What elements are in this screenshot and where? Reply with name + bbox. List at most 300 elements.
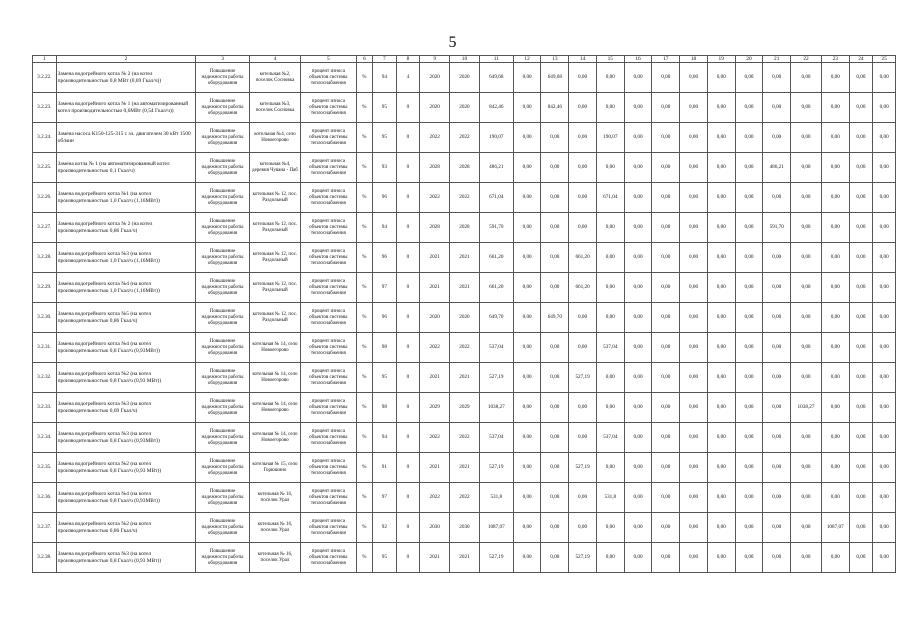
cost-2031-cell: 0,00 bbox=[849, 123, 873, 153]
cost-2021-cell: 527,19 bbox=[569, 453, 597, 483]
cost-2025-cell: 0,00 bbox=[680, 123, 708, 153]
cost-2021-cell: 0,00 bbox=[569, 513, 597, 543]
column-number-cell: 4 bbox=[249, 56, 300, 63]
cost-2027-cell: 0,00 bbox=[735, 543, 763, 573]
column-number-cell: 12 bbox=[513, 56, 541, 63]
indicator-cell: процент износа объектов системы теплоснабжения bbox=[301, 363, 356, 393]
cost-2032-cell: 0,00 bbox=[873, 333, 896, 363]
indicator-cell: процент износа объектов системы теплоснабжения bbox=[301, 93, 356, 123]
column-number-cell: 16 bbox=[624, 56, 652, 63]
cost-2031-cell: 0,00 bbox=[849, 393, 873, 423]
cost-2024-cell: 0,00 bbox=[652, 183, 680, 213]
cost-2028-cell: 0,00 bbox=[763, 393, 791, 423]
unit-cell: % bbox=[356, 213, 372, 243]
table-row bbox=[33, 393, 896, 423]
cost-2019-cell: 0,00 bbox=[513, 153, 541, 183]
cost-2032-cell: 0,00 bbox=[873, 273, 896, 303]
cost-2022-cell: 671,04 bbox=[596, 183, 624, 213]
wear-value-cell: 93 bbox=[373, 153, 397, 183]
cost-2019-cell: 0,00 bbox=[513, 273, 541, 303]
cost-2020-cell: 0,00 bbox=[541, 153, 569, 183]
cost-2029-cell: 0,00 bbox=[791, 423, 822, 453]
object-location-cell: котельная № 12, пос. Раздольный bbox=[249, 243, 300, 273]
cost-2019-cell: 0,00 bbox=[513, 243, 541, 273]
cost-2032-cell: 0,00 bbox=[873, 153, 896, 183]
column-number-cell: 20 bbox=[735, 56, 763, 63]
cost-2031-cell: 0,00 bbox=[849, 303, 873, 333]
cost-2032-cell: 0,00 bbox=[873, 243, 896, 273]
cost-2020-cell: 0,00 bbox=[541, 123, 569, 153]
table-row bbox=[33, 243, 896, 273]
cost-2032-cell: 0,00 bbox=[873, 513, 896, 543]
cost-2031-cell: 0,00 bbox=[849, 333, 873, 363]
cost-2027-cell: 0,00 bbox=[735, 123, 763, 153]
measure-name-cell: Замена водогрейного котла № 1 (на автоматизированный котел производительностью 0,6МВт (0,54 Гкал/ч)) bbox=[56, 93, 196, 123]
cost-2024-cell: 0,00 bbox=[652, 543, 680, 573]
cost-2021-cell: 0,00 bbox=[569, 183, 597, 213]
measure-name-cell: Замена водогрейного котла №4 (на котел производительностью 0,8 Гкал/ч (0,93МВт)) bbox=[56, 333, 196, 363]
indicator-cell: процент износа объектов системы теплоснабжения bbox=[301, 483, 356, 513]
cost-2031-cell: 0,00 bbox=[849, 453, 873, 483]
cost-2021-cell: 527,19 bbox=[569, 543, 597, 573]
cost-2032-cell: 0,00 bbox=[873, 363, 896, 393]
cost-2025-cell: 0,00 bbox=[680, 423, 708, 453]
cost-2023-cell: 0,00 bbox=[624, 183, 652, 213]
goal-cell: Повышение надежности работы оборудования bbox=[196, 273, 249, 303]
cost-2028-cell: 0,00 bbox=[763, 543, 791, 573]
column-number-cell: 25 bbox=[873, 56, 896, 63]
end-year-cell: 2020 bbox=[450, 93, 480, 123]
cost-2029-cell: 0,00 bbox=[791, 333, 822, 363]
cost-2028-cell: 0,00 bbox=[763, 93, 791, 123]
end-year-cell: 2022 bbox=[450, 333, 480, 363]
total-cost-cell: 1038,27 bbox=[479, 393, 513, 423]
end-year-cell: 2020 bbox=[450, 303, 480, 333]
cost-2023-cell: 0,00 bbox=[624, 393, 652, 423]
cost-2024-cell: 0,00 bbox=[652, 423, 680, 453]
object-location-cell: котельная №3, поселок Сосновка bbox=[249, 93, 300, 123]
table-row bbox=[33, 183, 896, 213]
item-number-cell: 3.2.31. bbox=[33, 333, 57, 363]
cost-2027-cell: 0,00 bbox=[735, 303, 763, 333]
column-number-cell: 11 bbox=[479, 56, 513, 63]
total-cost-cell: 649,70 bbox=[479, 303, 513, 333]
cost-2021-cell: 0,00 bbox=[569, 423, 597, 453]
goal-cell: Повышение надежности работы оборудования bbox=[196, 243, 249, 273]
cost-2028-cell: 0,00 bbox=[763, 123, 791, 153]
table-row bbox=[33, 363, 896, 393]
cost-2029-cell: 0,00 bbox=[791, 273, 822, 303]
unit-cell: % bbox=[356, 183, 372, 213]
cost-2032-cell: 0,00 bbox=[873, 213, 896, 243]
target-value-cell: 0 bbox=[396, 453, 420, 483]
cost-2030-cell: 0,00 bbox=[821, 63, 849, 93]
goal-cell: Повышение надежности работы оборудования bbox=[196, 93, 249, 123]
total-cost-cell: 649,68 bbox=[479, 63, 513, 93]
cost-2025-cell: 0,00 bbox=[680, 483, 708, 513]
cost-2025-cell: 0,00 bbox=[680, 303, 708, 333]
unit-cell: % bbox=[356, 543, 372, 573]
measure-name-cell: Замена водогрейного котла №4 (на котел производительностью 0,8 Гкал/ч (0,93МВт)) bbox=[56, 483, 196, 513]
wear-value-cell: 94 bbox=[373, 213, 397, 243]
cost-2019-cell: 0,00 bbox=[513, 123, 541, 153]
cost-2022-cell: 0,00 bbox=[596, 153, 624, 183]
item-number-cell: 3.2.30. bbox=[33, 303, 57, 333]
end-year-cell: 2021 bbox=[450, 243, 480, 273]
wear-value-cell: 94 bbox=[373, 423, 397, 453]
cost-2020-cell: 0,00 bbox=[541, 243, 569, 273]
cost-2028-cell: 486,21 bbox=[763, 153, 791, 183]
cost-2021-cell: 0,00 bbox=[569, 153, 597, 183]
end-year-cell: 2022 bbox=[450, 423, 480, 453]
object-location-cell: котельная № 15, село Горюшино bbox=[249, 453, 300, 483]
wear-value-cell: 98 bbox=[373, 393, 397, 423]
goal-cell: Повышение надежности работы оборудования bbox=[196, 183, 249, 213]
goal-cell: Повышение надежности работы оборудования bbox=[196, 363, 249, 393]
cost-2022-cell: 0,00 bbox=[596, 393, 624, 423]
cost-2024-cell: 0,00 bbox=[652, 123, 680, 153]
cost-2020-cell: 0,00 bbox=[541, 423, 569, 453]
object-location-cell: котельная № 12, пос. Раздольный bbox=[249, 213, 300, 243]
total-cost-cell: 661,20 bbox=[479, 273, 513, 303]
cost-2024-cell: 0,00 bbox=[652, 303, 680, 333]
table-row bbox=[33, 483, 896, 513]
cost-2030-cell: 0,00 bbox=[821, 93, 849, 123]
cost-2028-cell: 0,00 bbox=[763, 243, 791, 273]
goal-cell: Повышение надежности работы оборудования bbox=[196, 333, 249, 363]
cost-2029-cell: 1038,27 bbox=[791, 393, 822, 423]
cost-2027-cell: 0,00 bbox=[735, 423, 763, 453]
total-cost-cell: 486,21 bbox=[479, 153, 513, 183]
cost-2029-cell: 0,00 bbox=[791, 93, 822, 123]
goal-cell: Повышение надежности работы оборудования bbox=[196, 153, 249, 183]
object-location-cell: котельная № 14, село Новоегорово bbox=[249, 393, 300, 423]
cost-2020-cell: 0,00 bbox=[541, 273, 569, 303]
target-value-cell: 0 bbox=[396, 303, 420, 333]
total-cost-cell: 537,04 bbox=[479, 333, 513, 363]
cost-2023-cell: 0,00 bbox=[624, 213, 652, 243]
cost-2021-cell: 0,00 bbox=[569, 333, 597, 363]
column-number-cell: 9 bbox=[420, 56, 450, 63]
item-number-cell: 3.2.37. bbox=[33, 513, 57, 543]
wear-value-cell: 97 bbox=[373, 483, 397, 513]
cost-2026-cell: 0,00 bbox=[707, 93, 735, 123]
cost-2025-cell: 0,00 bbox=[680, 513, 708, 543]
item-number-cell: 3.2.23. bbox=[33, 93, 57, 123]
start-year-cell: 2021 bbox=[420, 363, 450, 393]
investment-program-table bbox=[32, 55, 896, 573]
column-number-cell: 19 bbox=[707, 56, 735, 63]
cost-2031-cell: 0,00 bbox=[849, 483, 873, 513]
cost-2029-cell: 0,00 bbox=[791, 243, 822, 273]
cost-2021-cell: 0,00 bbox=[569, 483, 597, 513]
cost-2024-cell: 0,00 bbox=[652, 363, 680, 393]
cost-2026-cell: 0,00 bbox=[707, 183, 735, 213]
cost-2019-cell: 0,00 bbox=[513, 393, 541, 423]
indicator-cell: процент износа объектов системы теплоснабжения bbox=[301, 213, 356, 243]
column-number-cell: 10 bbox=[450, 56, 480, 63]
item-number-cell: 3.2.33. bbox=[33, 393, 57, 423]
cost-2020-cell: 0,00 bbox=[541, 483, 569, 513]
total-cost-cell: 531,8 bbox=[479, 483, 513, 513]
cost-2019-cell: 0,00 bbox=[513, 513, 541, 543]
wear-value-cell: 96 bbox=[373, 243, 397, 273]
table-row bbox=[33, 423, 896, 453]
indicator-cell: процент износа объектов системы теплоснабжения bbox=[301, 303, 356, 333]
object-location-cell: котельная № 12, пос. Раздольный bbox=[249, 183, 300, 213]
indicator-cell: процент износа объектов системы теплоснабжения bbox=[301, 153, 356, 183]
object-location-cell: котельная №4, село Новоегорово bbox=[249, 123, 300, 153]
cost-2022-cell: 537,04 bbox=[596, 423, 624, 453]
unit-cell: % bbox=[356, 243, 372, 273]
column-number-cell: 7 bbox=[373, 56, 397, 63]
total-cost-cell: 527,19 bbox=[479, 363, 513, 393]
cost-2020-cell: 0,00 bbox=[541, 393, 569, 423]
cost-2031-cell: 0,00 bbox=[849, 363, 873, 393]
goal-cell: Повышение надежности работы оборудования bbox=[196, 543, 249, 573]
cost-2024-cell: 0,00 bbox=[652, 153, 680, 183]
cost-2020-cell: 0,00 bbox=[541, 363, 569, 393]
measure-name-cell: Замена водогрейного котла №3 (на котел производительностью 0,8 Гкал/ч (0,93 МВт)) bbox=[56, 543, 196, 573]
cost-2025-cell: 0,00 bbox=[680, 273, 708, 303]
cost-2028-cell: 0,00 bbox=[763, 333, 791, 363]
total-cost-cell: 661,20 bbox=[479, 243, 513, 273]
cost-2031-cell: 0,00 bbox=[849, 93, 873, 123]
cost-2030-cell: 0,00 bbox=[821, 333, 849, 363]
table-row bbox=[33, 333, 896, 363]
cost-2031-cell: 0,00 bbox=[849, 513, 873, 543]
target-value-cell: 0 bbox=[396, 123, 420, 153]
cost-2021-cell: 661,20 bbox=[569, 273, 597, 303]
target-value-cell: 0 bbox=[396, 513, 420, 543]
cost-2027-cell: 0,00 bbox=[735, 243, 763, 273]
cost-2022-cell: 0,00 bbox=[596, 93, 624, 123]
indicator-cell: процент износа объектов системы теплоснабжения bbox=[301, 453, 356, 483]
cost-2032-cell: 0,00 bbox=[873, 63, 896, 93]
start-year-cell: 2021 bbox=[420, 273, 450, 303]
cost-2020-cell: 0,00 bbox=[541, 543, 569, 573]
wear-value-cell: 96 bbox=[373, 303, 397, 333]
wear-value-cell: 94 bbox=[373, 63, 397, 93]
indicator-cell: процент износа объектов системы теплоснабжения bbox=[301, 393, 356, 423]
cost-2022-cell: 190,07 bbox=[596, 123, 624, 153]
start-year-cell: 2028 bbox=[420, 213, 450, 243]
cost-2020-cell: 649,70 bbox=[541, 303, 569, 333]
item-number-cell: 3.2.38. bbox=[33, 543, 57, 573]
unit-cell: % bbox=[356, 93, 372, 123]
column-number-cell: 5 bbox=[301, 56, 356, 63]
item-number-cell: 3.2.27. bbox=[33, 213, 57, 243]
cost-2026-cell: 0,00 bbox=[707, 123, 735, 153]
cost-2021-cell: 661,20 bbox=[569, 243, 597, 273]
cost-2029-cell: 0,00 bbox=[791, 63, 822, 93]
measure-name-cell: Замена насоса К150-125-315 с эл. двигателем 30 кВт 1500 об/мин bbox=[56, 123, 196, 153]
cost-2032-cell: 0,00 bbox=[873, 483, 896, 513]
wear-value-cell: 95 bbox=[373, 93, 397, 123]
cost-2025-cell: 0,00 bbox=[680, 543, 708, 573]
cost-2030-cell: 0,00 bbox=[821, 273, 849, 303]
cost-2023-cell: 0,00 bbox=[624, 153, 652, 183]
cost-2019-cell: 0,00 bbox=[513, 183, 541, 213]
object-location-cell: котельная № 16, поселок Урал bbox=[249, 483, 300, 513]
cost-2029-cell: 0,00 bbox=[791, 453, 822, 483]
measure-name-cell: Замена водогрейного котла №3 (на котел производительностью 0,69 Гкал/ч) bbox=[56, 393, 196, 423]
total-cost-cell: 1087,07 bbox=[479, 513, 513, 543]
target-value-cell: 0 bbox=[396, 243, 420, 273]
cost-2022-cell: 0,00 bbox=[596, 213, 624, 243]
cost-2026-cell: 0,00 bbox=[707, 213, 735, 243]
indicator-cell: процент износа объектов системы теплоснабжения bbox=[301, 423, 356, 453]
cost-2020-cell: 649,68 bbox=[541, 63, 569, 93]
item-number-cell: 3.2.22. bbox=[33, 63, 57, 93]
cost-2022-cell: 0,00 bbox=[596, 303, 624, 333]
object-location-cell: котельная № 16, поселок Урал bbox=[249, 543, 300, 573]
item-number-cell: 3.2.35. bbox=[33, 453, 57, 483]
cost-2022-cell: 0,00 bbox=[596, 543, 624, 573]
item-number-cell: 3.2.26. bbox=[33, 183, 57, 213]
wear-value-cell: 98 bbox=[373, 333, 397, 363]
goal-cell: Повышение надежности работы оборудования bbox=[196, 63, 249, 93]
wear-value-cell: 95 bbox=[373, 363, 397, 393]
cost-2030-cell: 0,00 bbox=[821, 543, 849, 573]
cost-2021-cell: 0,00 bbox=[569, 123, 597, 153]
cost-2027-cell: 0,00 bbox=[735, 213, 763, 243]
measure-name-cell: Замена водогрейного котла №3 (на котел производительностью 1,0 Гкал/ч (1,16МВт)) bbox=[56, 243, 196, 273]
cost-2031-cell: 0,00 bbox=[849, 153, 873, 183]
target-value-cell: 0 bbox=[396, 183, 420, 213]
total-cost-cell: 527,19 bbox=[479, 543, 513, 573]
cost-2027-cell: 0,00 bbox=[735, 183, 763, 213]
cost-2022-cell: 0,00 bbox=[596, 243, 624, 273]
column-number-cell: 8 bbox=[396, 56, 420, 63]
measure-name-cell: Замена котла № 1 (на автоматизированный котел производительностью 0,1 Гкал/ч) bbox=[56, 153, 196, 183]
cost-2026-cell: 0,00 bbox=[707, 543, 735, 573]
cost-2029-cell: 0,00 bbox=[791, 123, 822, 153]
wear-value-cell: 95 bbox=[373, 123, 397, 153]
measure-name-cell: Замена водогрейного котла №5 (на котел производительностью 0,86 Гкал/ч) bbox=[56, 303, 196, 333]
cost-2022-cell: 0,00 bbox=[596, 363, 624, 393]
cost-2030-cell: 0,00 bbox=[821, 303, 849, 333]
unit-cell: % bbox=[356, 453, 372, 483]
start-year-cell: 2020 bbox=[420, 63, 450, 93]
cost-2025-cell: 0,00 bbox=[680, 153, 708, 183]
start-year-cell: 2030 bbox=[420, 513, 450, 543]
unit-cell: % bbox=[356, 393, 372, 423]
column-number-cell: 14 bbox=[569, 56, 597, 63]
cost-2026-cell: 0,00 bbox=[707, 393, 735, 423]
cost-2030-cell: 0,00 bbox=[821, 393, 849, 423]
table-row bbox=[33, 513, 896, 543]
page-number: 5 bbox=[448, 34, 457, 51]
cost-2025-cell: 0,00 bbox=[680, 363, 708, 393]
cost-2027-cell: 0,00 bbox=[735, 513, 763, 543]
measure-name-cell: Замена водогрейного котла № 2 (на котел производительностью 0,8 МВт (0,69 Гкал/ч)) bbox=[56, 63, 196, 93]
cost-2025-cell: 0,00 bbox=[680, 393, 708, 423]
cost-2028-cell: 0,00 bbox=[763, 183, 791, 213]
start-year-cell: 2021 bbox=[420, 543, 450, 573]
end-year-cell: 2022 bbox=[450, 183, 480, 213]
cost-2030-cell: 0,00 bbox=[821, 453, 849, 483]
column-number-cell: 2 bbox=[56, 56, 196, 63]
target-value-cell: 0 bbox=[396, 423, 420, 453]
item-number-cell: 3.2.24. bbox=[33, 123, 57, 153]
cost-2028-cell: 591,70 bbox=[763, 213, 791, 243]
target-value-cell: 0 bbox=[396, 483, 420, 513]
column-number-cell: 15 bbox=[596, 56, 624, 63]
target-value-cell: 0 bbox=[396, 273, 420, 303]
column-number-cell: 1 bbox=[33, 56, 57, 63]
cost-2026-cell: 0,00 bbox=[707, 153, 735, 183]
cost-2025-cell: 0,00 bbox=[680, 453, 708, 483]
goal-cell: Повышение надежности работы оборудования bbox=[196, 423, 249, 453]
cost-2028-cell: 0,00 bbox=[763, 453, 791, 483]
measure-name-cell: Замена водогрейного котла №1 (на котел производительностью 1,0 Гкал/ч (1,16МВт)) bbox=[56, 183, 196, 213]
table-row bbox=[33, 63, 896, 93]
cost-2032-cell: 0,00 bbox=[873, 123, 896, 153]
cost-2028-cell: 0,00 bbox=[763, 483, 791, 513]
cost-2024-cell: 0,00 bbox=[652, 333, 680, 363]
cost-2026-cell: 0,00 bbox=[707, 513, 735, 543]
measure-name-cell: Замена водогрейного котла №2 (на котел производительностью 0,86 Гкал/ч) bbox=[56, 513, 196, 543]
cost-2029-cell: 0,00 bbox=[791, 303, 822, 333]
indicator-cell: процент износа объектов системы теплоснабжения bbox=[301, 123, 356, 153]
object-location-cell: котельная №4, деревня Чувана - Паб bbox=[249, 153, 300, 183]
cost-2019-cell: 0,00 bbox=[513, 303, 541, 333]
measure-name-cell: Замена водогрейного котла № 2 (на котел производительностью 0,86 Гкал/ч) bbox=[56, 213, 196, 243]
table-row bbox=[33, 543, 896, 573]
indicator-cell: процент износа объектов системы теплоснабжения bbox=[301, 273, 356, 303]
cost-2030-cell: 0,00 bbox=[821, 363, 849, 393]
cost-2021-cell: 0,00 bbox=[569, 93, 597, 123]
column-number-cell: 23 bbox=[821, 56, 849, 63]
indicator-cell: процент износа объектов системы теплоснабжения bbox=[301, 513, 356, 543]
target-value-cell: 0 bbox=[396, 543, 420, 573]
item-number-cell: 3.2.34. bbox=[33, 423, 57, 453]
cost-2028-cell: 0,00 bbox=[763, 513, 791, 543]
item-number-cell: 3.2.29. bbox=[33, 273, 57, 303]
goal-cell: Повышение надежности работы оборудования bbox=[196, 483, 249, 513]
cost-2031-cell: 0,00 bbox=[849, 243, 873, 273]
start-year-cell: 2029 bbox=[420, 393, 450, 423]
cost-2031-cell: 0,00 bbox=[849, 213, 873, 243]
end-year-cell: 2030 bbox=[450, 513, 480, 543]
cost-2019-cell: 0,00 bbox=[513, 333, 541, 363]
unit-cell: % bbox=[356, 153, 372, 183]
table-row bbox=[33, 303, 896, 333]
cost-2023-cell: 0,00 bbox=[624, 303, 652, 333]
cost-2030-cell: 0,00 bbox=[821, 183, 849, 213]
cost-2023-cell: 0,00 bbox=[624, 483, 652, 513]
cost-2032-cell: 0,00 bbox=[873, 93, 896, 123]
unit-cell: % bbox=[356, 363, 372, 393]
cost-2030-cell: 0,00 bbox=[821, 483, 849, 513]
target-value-cell: 0 bbox=[396, 363, 420, 393]
object-location-cell: котельная № 14, село Новоегорово bbox=[249, 363, 300, 393]
cost-2029-cell: 0,00 bbox=[791, 363, 822, 393]
start-year-cell: 2022 bbox=[420, 183, 450, 213]
cost-2029-cell: 0,00 bbox=[791, 153, 822, 183]
cost-2026-cell: 0,00 bbox=[707, 303, 735, 333]
object-location-cell: котельная № 12, пос. Раздольный bbox=[249, 303, 300, 333]
target-value-cell: 0 bbox=[396, 213, 420, 243]
wear-value-cell: 96 bbox=[373, 183, 397, 213]
cost-2029-cell: 0,00 bbox=[791, 183, 822, 213]
cost-2021-cell: 0,00 bbox=[569, 213, 597, 243]
item-number-cell: 3.2.28. bbox=[33, 243, 57, 273]
indicator-cell: процент износа объектов системы теплоснабжения bbox=[301, 63, 356, 93]
cost-2032-cell: 0,00 bbox=[873, 303, 896, 333]
end-year-cell: 2020 bbox=[450, 63, 480, 93]
